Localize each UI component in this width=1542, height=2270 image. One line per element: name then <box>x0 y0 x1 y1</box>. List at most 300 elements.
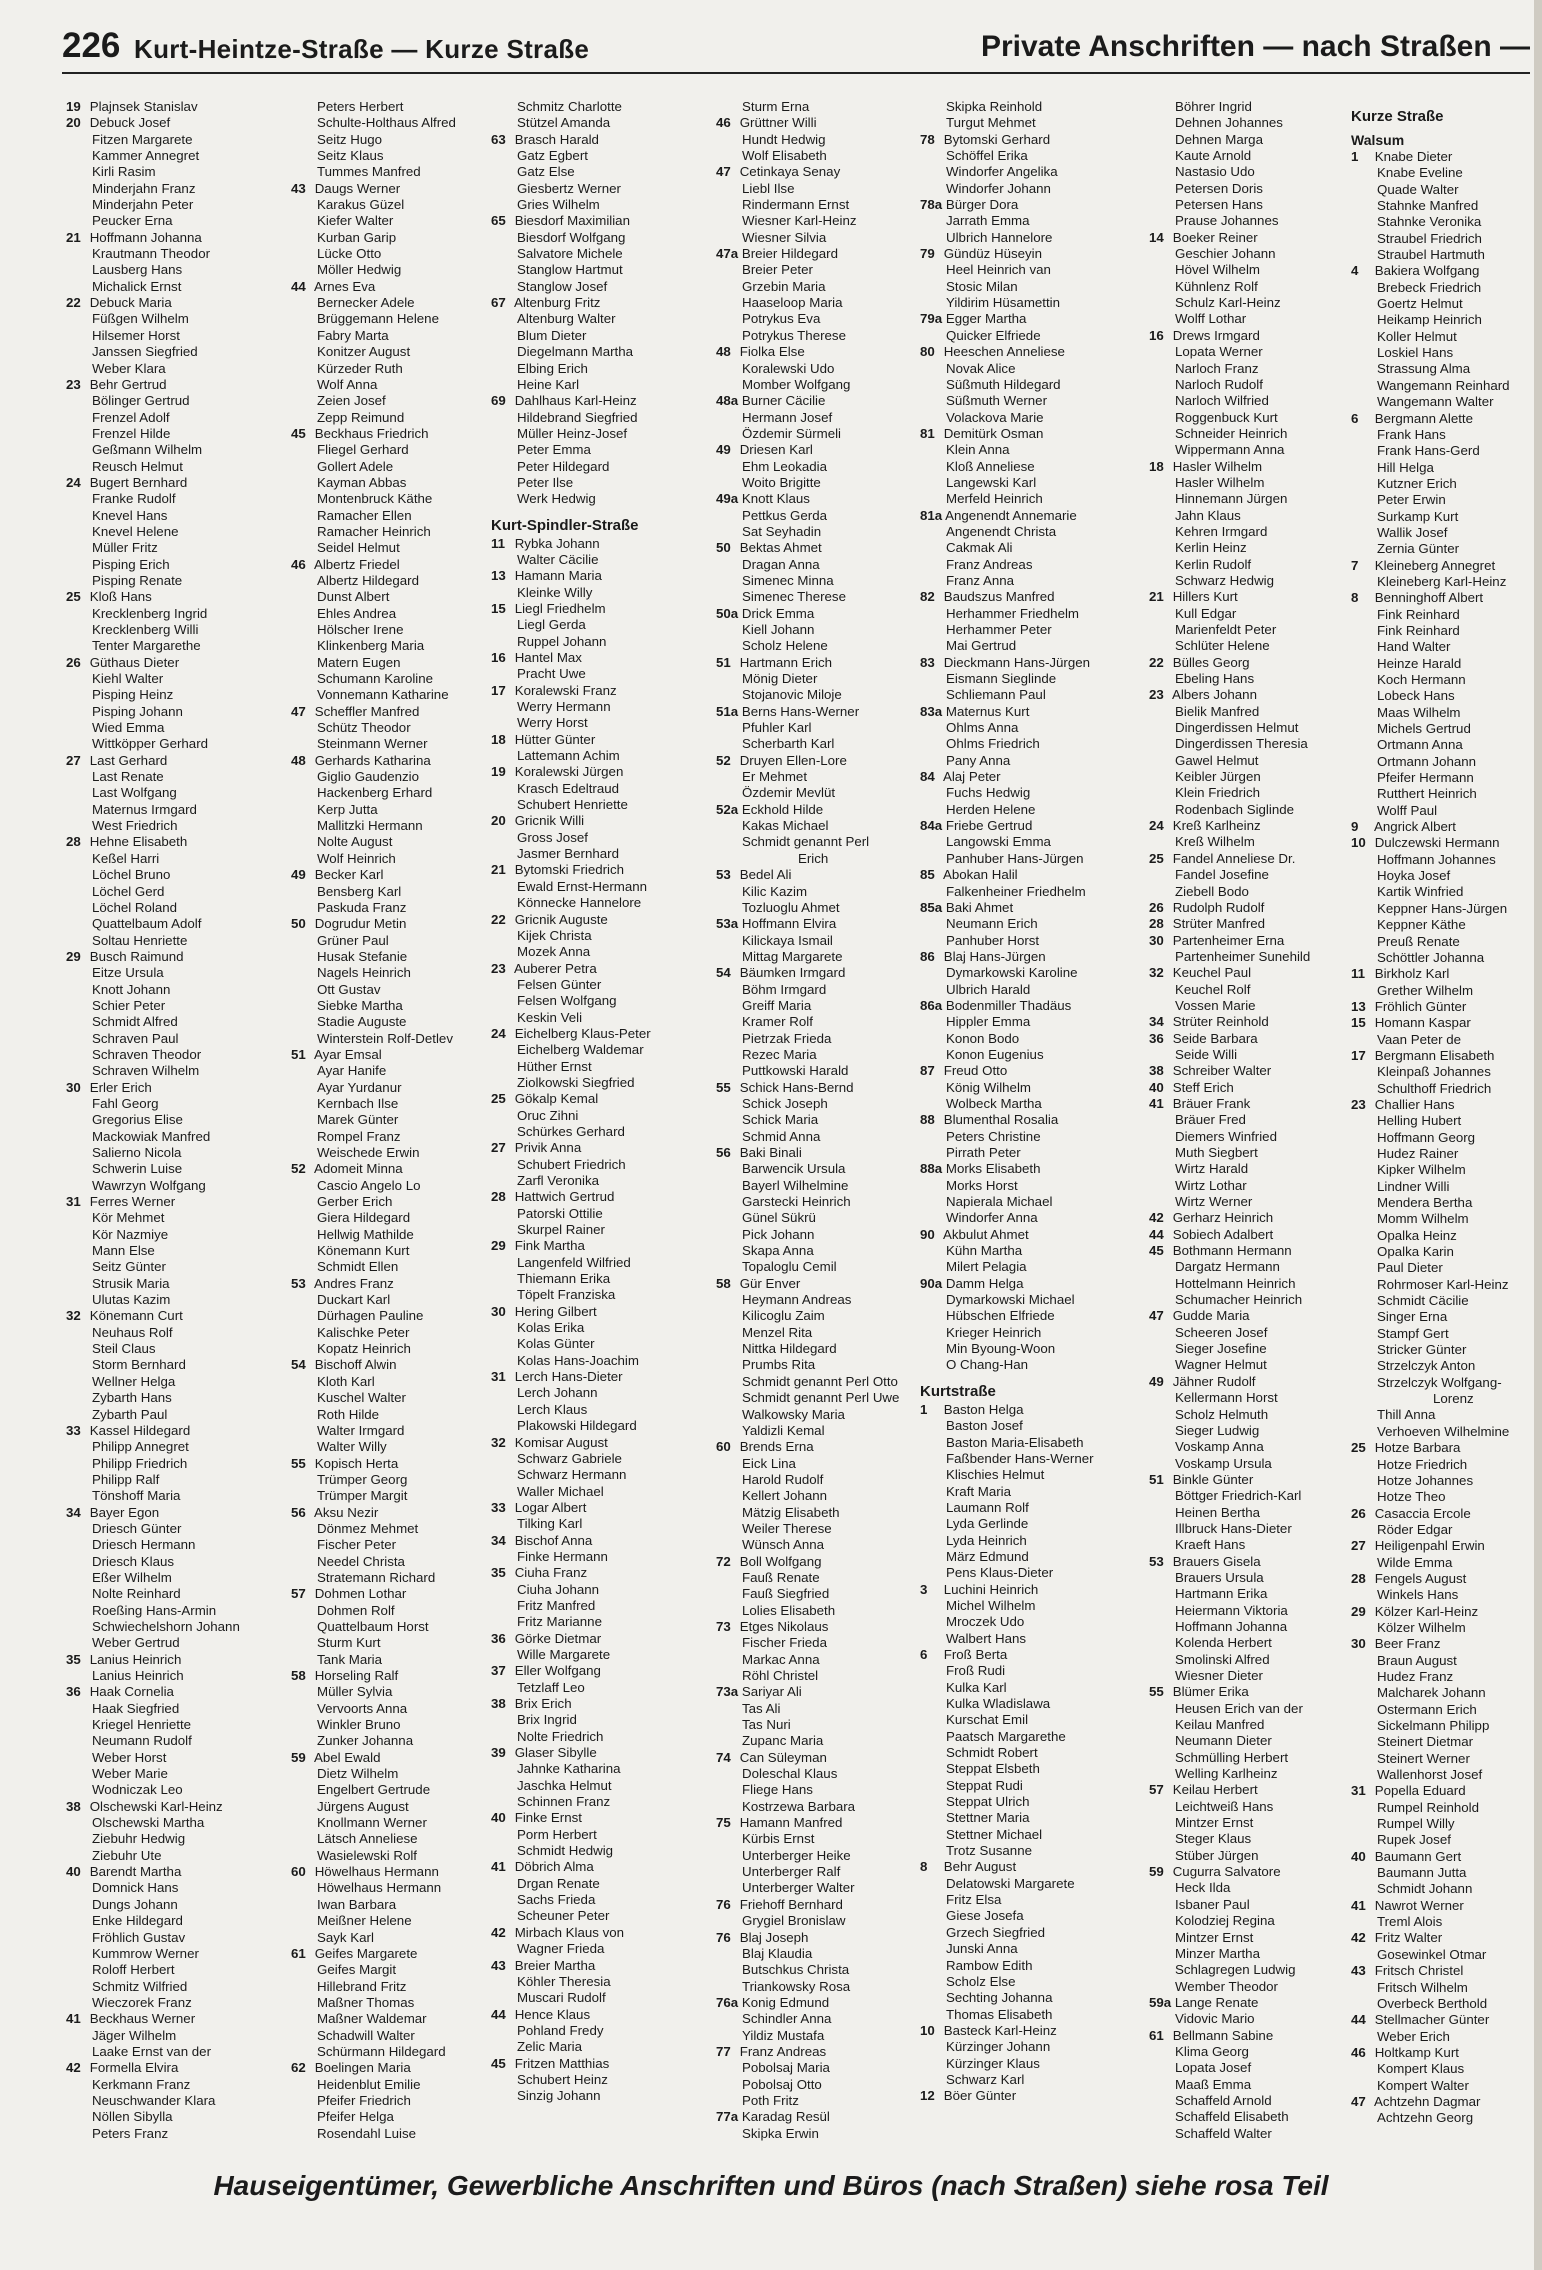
resident-entry: Schulz Karl-Heinz <box>1175 295 1281 311</box>
house-number: 28 <box>1149 916 1164 932</box>
resident-entry: Plakowski Hildegard <box>517 1418 637 1434</box>
resident-entry: Neumann Erich <box>946 916 1038 932</box>
resident-entry: Scholz Else <box>946 1973 1016 1989</box>
resident-entry: Diemers Winfried <box>1175 1128 1277 1144</box>
resident-entry: Windorfer Anna <box>946 1210 1038 1226</box>
house-number: 48 <box>716 344 731 360</box>
resident-entry: Wilde Emma <box>1377 1554 1453 1570</box>
house-number: 24 <box>1149 818 1164 834</box>
resident-entry: Fröhlich Gustav <box>92 1929 186 1945</box>
house-number: 77a <box>716 2109 739 2125</box>
resident-entry: Unterberger Walter <box>742 1880 855 1896</box>
resident-entry: Günel Sükrü <box>742 1210 816 1226</box>
resident-name: Bergmann Elisabeth <box>1371 1047 1495 1063</box>
resident-entry: Grygiel Bronislaw <box>742 1913 846 1929</box>
house-number-entry <box>716 2044 916 2060</box>
resident-entry: Er Mehmet <box>742 769 808 785</box>
resident-name: Challier Hans <box>1371 1096 1455 1112</box>
resident-name: Bothmann Hermann <box>1169 1243 1292 1259</box>
resident-entry: Seide Willi <box>1175 1046 1238 1062</box>
resident-entry: Fritz Manfred <box>517 1597 596 1613</box>
resident-entry: Zupanc Maria <box>742 1733 824 1749</box>
house-number-entry <box>491 1696 691 1712</box>
house-number: 90 <box>920 1226 935 1242</box>
resident-entry: Sturm Erna <box>742 99 810 114</box>
house-number-entry <box>1149 1782 1349 1798</box>
house-number: 79a <box>920 311 943 327</box>
resident-entry: Siebke Martha <box>317 997 403 1013</box>
resident-entry: Faßbender Hans-Werner <box>946 1450 1094 1466</box>
resident-entry: Straubel Hartmuth <box>1377 247 1485 263</box>
resident-entry: Wolf Heinrich <box>317 850 396 866</box>
resident-entry: Knevel Helene <box>92 523 179 539</box>
resident-entry: Schaffeld Walter <box>1175 2125 1272 2141</box>
resident-name: Finke Ernst <box>511 1810 582 1826</box>
resident-entry: Tas Ali <box>742 1700 781 1716</box>
resident-entry: Pirrath Peter <box>946 1145 1021 1160</box>
resident-entry: Dymarkowski Michael <box>946 1292 1075 1308</box>
resident-entry: Michalick Ernst <box>92 278 182 294</box>
resident-name: Kopisch Herta <box>311 1455 399 1471</box>
house-number: 79 <box>920 246 935 262</box>
house-number-entry <box>716 1439 916 1455</box>
house-number-entry <box>920 1063 1120 1079</box>
resident-name: Demitürk Osman <box>940 425 1044 441</box>
house-number-entry <box>491 568 691 584</box>
house-number-entry <box>716 753 916 769</box>
resident-name: Fiolka Else <box>736 344 805 360</box>
footer-note: Hauseigentümer, Gewerbliche Anschriften und Büros (nach Straßen) siehe rosa Teil <box>213 2170 1329 2201</box>
resident-entry: Maternus Irmgard <box>92 801 197 817</box>
resident-entry: Hand Walter <box>1377 639 1451 655</box>
resident-entry: Lopata Werner <box>1175 344 1263 360</box>
resident-entry: Wiesner Dieter <box>1175 1668 1263 1683</box>
resident-entry: Leichtweiß Hans <box>1175 1798 1274 1814</box>
resident-entry: Schlüter Helene <box>1175 638 1270 654</box>
resident-entry: Zybarth Paul <box>92 1406 168 1422</box>
resident-name: Casaccia Ercole <box>1371 1505 1471 1521</box>
resident-entry: Tilking Karl <box>517 1516 583 1532</box>
resident-name: Beckhaus Werner <box>86 2011 196 2027</box>
house-number-entry <box>716 916 916 932</box>
resident-name: Heeschen Anneliese <box>940 344 1065 360</box>
house-number: 83 <box>920 654 935 670</box>
house-number: 53a <box>716 916 739 932</box>
resident-entry: Domnick Hans <box>92 1880 179 1896</box>
resident-entry: Jarrath Emma <box>946 213 1030 229</box>
directory-column-7 <box>1351 99 1536 2144</box>
resident-entry: Rompel Franz <box>317 1128 401 1144</box>
resident-entry: Wodniczak Leo <box>92 1782 183 1798</box>
house-number: 78a <box>920 197 943 213</box>
house-number-entry <box>291 181 491 197</box>
resident-entry: Peters Herbert <box>317 99 404 114</box>
resident-entry: Tozluoglu Ahmet <box>742 899 840 915</box>
resident-entry: Seitz Hugo <box>317 131 383 147</box>
house-number-entry <box>1149 1227 1349 1243</box>
resident-entry: Rambow Edith <box>946 1957 1033 1973</box>
resident-entry: Geifes Margit <box>317 1962 397 1978</box>
resident-entry: Pick Johann <box>742 1226 815 1242</box>
resident-entry: Lattemann Achim <box>517 748 620 764</box>
resident-entry: Lopata Josef <box>1175 2060 1252 2076</box>
resident-entry: Husak Stefanie <box>317 948 408 964</box>
resident-entry: Kompert Klaus <box>1377 2061 1465 2077</box>
house-number: 29 <box>491 1238 506 1254</box>
resident-name: Hoffmann Elvira <box>738 916 837 932</box>
resident-entry: Kiell Johann <box>742 622 815 637</box>
resident-entry: Kleinpaß Johannes <box>1377 1064 1491 1080</box>
house-number-entry <box>920 2088 1120 2104</box>
resident-entry: Könemann Kurt <box>317 1243 410 1259</box>
resident-entry: Lücke Otto <box>317 246 382 262</box>
resident-entry: Fink Reinhard <box>1377 622 1460 638</box>
house-number-entry <box>1351 1636 1536 1652</box>
house-number-entry <box>716 393 916 409</box>
house-number-entry <box>1149 1684 1349 1700</box>
resident-entry: Hermann Josef <box>742 409 833 425</box>
house-number-entry <box>491 393 691 409</box>
house-number: 49 <box>1149 1373 1164 1389</box>
resident-entry: O Chang-Han <box>946 1357 1029 1373</box>
resident-entry: Smolinski Alfred <box>1175 1651 1270 1667</box>
house-number-entry <box>920 867 1120 883</box>
directory-column-5 <box>920 99 1120 2144</box>
resident-entry: Driesch Günter <box>92 1520 182 1536</box>
resident-entry: Konitzer August <box>317 344 411 360</box>
house-number: 76 <box>716 1896 731 1912</box>
resident-entry: Patorski Ottilie <box>517 1205 603 1221</box>
resident-entry: Mintzer Ernst <box>1175 1929 1254 1945</box>
resident-entry: Goertz Helmut <box>1377 296 1463 312</box>
resident-entry: Unterberger Heike <box>742 1847 851 1863</box>
resident-entry: Tummes Manfred <box>317 164 421 180</box>
resident-entry: Froß Rudi <box>946 1663 1006 1679</box>
resident-entry: Kerlin Heinz <box>1175 540 1247 556</box>
resident-name: Lange Renate <box>1171 1994 1259 2010</box>
resident-entry: Kloth Karl <box>317 1373 375 1389</box>
house-number: 13 <box>1351 998 1366 1014</box>
resident-entry: Opalka Heinz <box>1377 1227 1457 1243</box>
resident-entry: Hübschen Elfriede <box>946 1308 1055 1324</box>
resident-entry: Schick Maria <box>742 1112 819 1128</box>
resident-entry: Montenbruck Käthe <box>317 491 433 507</box>
house-number-entry <box>1351 1097 1536 1113</box>
house-number: 41 <box>66 2011 81 2027</box>
resident-entry: Wagner Helmut <box>1175 1357 1267 1373</box>
resident-entry: Voskamp Ursula <box>1175 1455 1272 1471</box>
resident-name: Abokan Halil <box>940 867 1018 883</box>
resident-entry: Zybarth Hans <box>92 1390 172 1406</box>
resident-entry: Skapa Anna <box>742 1243 814 1259</box>
resident-entry: Vidovic Mario <box>1175 2011 1255 2027</box>
house-number: 52 <box>716 752 731 768</box>
resident-entry: Weber Marie <box>92 1766 168 1782</box>
resident-entry: Brix Ingrid <box>517 1712 577 1728</box>
resident-entry: Rohrmoser Karl-Heinz <box>1377 1276 1509 1292</box>
house-number-entry <box>491 650 691 666</box>
resident-entry: Sinzig Johann <box>517 2088 601 2104</box>
house-number: 8 <box>1351 590 1359 606</box>
house-number: 44 <box>1149 1226 1164 1242</box>
resident-entry: Schürmann Hildegard <box>317 2043 446 2059</box>
resident-name: Debuck Josef <box>86 115 171 131</box>
resident-entry: Rumpel Reinhold <box>1377 1799 1479 1815</box>
house-number: 40 <box>66 1864 81 1880</box>
resident-entry: Pracht Uwe <box>517 666 586 682</box>
house-number-entry <box>716 1684 916 1700</box>
resident-entry: Schwarz Hermann <box>517 1467 627 1483</box>
resident-name: Blumenthal Rosalia <box>940 1112 1059 1128</box>
house-number-entry <box>291 704 491 720</box>
house-number-entry <box>1149 916 1349 932</box>
resident-entry: Özdemir Mevlüt <box>742 785 836 801</box>
resident-entry: Nolte Friedrich <box>517 1728 604 1744</box>
resident-entry: Krecklenberg Willi <box>92 622 199 637</box>
house-number: 88a <box>920 1161 943 1177</box>
resident-entry: Quicker Elfriede <box>946 327 1041 343</box>
resident-entry: Walter Willy <box>317 1439 387 1455</box>
resident-entry: Unterberger Ralf <box>742 1864 841 1880</box>
resident-entry: Merfeld Heinrich <box>946 491 1043 507</box>
resident-name: Karadag Resül <box>738 2109 830 2125</box>
resident-entry: Herden Helene <box>946 801 1036 817</box>
resident-entry: Franz Anna <box>946 572 1015 588</box>
resident-entry: Keskin Veli <box>517 1009 583 1025</box>
resident-entry: Kostrzewa Barbara <box>742 1798 856 1814</box>
resident-name: Plajnsek Stanislav <box>86 99 198 114</box>
house-number-entry <box>491 1140 691 1156</box>
house-number: 84a <box>920 818 943 834</box>
resident-entry: Schumann Karoline <box>317 671 434 687</box>
resident-name: Abel Ewald <box>311 1749 381 1765</box>
resident-entry: Kaute Arnold <box>1175 148 1252 164</box>
resident-entry: Kerkmann Franz <box>92 2076 191 2092</box>
resident-entry: Röder Edgar <box>1377 1521 1453 1537</box>
house-number: 57 <box>291 1586 306 1602</box>
resident-entry: Thomas Elisabeth <box>946 2006 1053 2022</box>
house-number-entry <box>491 132 691 148</box>
resident-entry: Neuschwander Klara <box>92 2092 216 2108</box>
house-number-entry <box>1351 966 1536 982</box>
resident-entry: Vervoorts Anna <box>317 1700 408 1716</box>
resident-entry: Klinkenberg Maria <box>317 638 425 654</box>
resident-name: Knott Klaus <box>738 491 810 507</box>
house-number-entry <box>291 1047 491 1063</box>
resident-name: Boelingen Maria <box>311 2060 411 2076</box>
resident-entry: Hillebrand Fritz <box>317 1978 407 1994</box>
resident-entry: Geßmann Wilhelm <box>92 442 203 458</box>
resident-entry: Turgut Mehmet <box>946 115 1036 131</box>
resident-entry: Drgan Renate <box>517 1875 600 1891</box>
street-heading: Kurt-Spindler-Straße <box>491 516 639 534</box>
resident-entry: Fritsch Wilhelm <box>1377 1979 1468 1995</box>
house-number: 48a <box>716 393 739 409</box>
resident-entry: Panhuber Horst <box>946 932 1040 948</box>
resident-entry: Wolff Lothar <box>1175 311 1247 327</box>
resident-name: Eichelberg Klaus-Peter <box>511 1025 651 1041</box>
resident-entry: Jahnke Katharina <box>517 1761 621 1777</box>
resident-entry: Ohlms Friedrich <box>946 736 1040 752</box>
resident-name: Fengels August <box>1371 1570 1467 1586</box>
resident-entry: Gerber Erich <box>317 1194 393 1210</box>
resident-entry: Welling Karlheinz <box>1175 1766 1278 1782</box>
resident-name: Sariyar Ali <box>738 1684 802 1700</box>
resident-entry: Steppat Elsbeth <box>946 1761 1040 1777</box>
house-number-entry <box>291 916 491 932</box>
house-number-entry <box>1149 1063 1349 1079</box>
resident-entry: Ostermann Erich <box>1377 1701 1477 1717</box>
resident-entry: Kerlin Rudolf <box>1175 556 1252 572</box>
resident-entry: Schmülling Herbert <box>1175 1749 1289 1765</box>
resident-entry: Maßner Waldemar <box>317 2011 427 2027</box>
resident-entry: Muscari Rudolf <box>517 1990 606 2006</box>
resident-entry: Heidenblut Emilie <box>317 2076 421 2092</box>
house-number-entry <box>66 1080 266 1096</box>
resident-name: Friebe Gertrud <box>942 818 1033 834</box>
resident-entry: Bayerl Wilhelmine <box>742 1177 849 1193</box>
resident-entry: Philipp Ralf <box>92 1471 160 1487</box>
resident-entry: Schwerin Luise <box>92 1161 183 1177</box>
resident-entry: Zeien Josef <box>317 393 386 409</box>
resident-name: Behr August <box>940 1859 1017 1875</box>
resident-entry: Salvatore Michele <box>517 246 623 262</box>
house-number-entry <box>491 1631 691 1647</box>
resident-entry: Maßner Thomas <box>317 1994 415 2010</box>
resident-entry: Hoffmann Johanna <box>1175 1618 1288 1634</box>
resident-name: Benninghoff Albert <box>1371 590 1484 606</box>
resident-entry: Haak Siegfried <box>92 1700 180 1716</box>
resident-entry-continued: Lorenz <box>1433 1391 1474 1407</box>
resident-name: Fandel Anneliese Dr. <box>1169 850 1296 866</box>
resident-entry: Schmidt genannt Perl <box>742 834 870 850</box>
resident-name: Breier Hildegard <box>738 246 838 262</box>
resident-entry: Fauß Renate <box>742 1569 820 1585</box>
resident-name: Etges Nikolaus <box>736 1618 829 1634</box>
resident-name: Druyen Ellen-Lore <box>736 752 847 768</box>
resident-entry: Minderjahn Peter <box>92 197 194 213</box>
page-edge <box>1534 0 1542 2270</box>
resident-entry: Jaschka Helmut <box>517 1777 612 1793</box>
house-number-entry <box>491 1565 691 1581</box>
resident-entry: Mönig Dieter <box>742 671 818 687</box>
resident-entry: Vossen Marie <box>1175 997 1256 1013</box>
house-number-entry <box>1149 2028 1349 2044</box>
resident-entry: Strusik Maria <box>92 1275 170 1291</box>
resident-entry: Stosic Milan <box>946 278 1018 294</box>
resident-entry: Konon Eugenius <box>946 1046 1044 1062</box>
house-number-entry <box>1351 2045 1536 2061</box>
house-number-entry <box>716 491 916 507</box>
resident-entry: Steppat Ulrich <box>946 1794 1030 1810</box>
house-number: 47 <box>716 164 731 180</box>
resident-entry: Achtzehn Georg <box>1377 2110 1474 2126</box>
house-number-entry <box>1351 1538 1536 1554</box>
house-number: 36 <box>491 1630 506 1646</box>
resident-entry: Kerp Jutta <box>317 801 378 817</box>
house-number-entry <box>491 213 691 229</box>
resident-entry: Schmid Anna <box>742 1128 821 1144</box>
house-number: 40 <box>1149 1079 1164 1095</box>
resident-entry: Ziebell Bodo <box>1175 883 1249 899</box>
resident-entry: Bensberg Karl <box>317 883 402 899</box>
resident-entry: Prause Johannes <box>1175 213 1279 229</box>
resident-entry: Brüggemann Helene <box>317 311 439 327</box>
resident-entry: Ziebuhr Ute <box>92 1847 162 1863</box>
resident-name: Bräuer Frank <box>1169 1095 1251 1111</box>
house-number: 46 <box>291 556 306 572</box>
resident-name: Damm Helga <box>942 1275 1024 1291</box>
resident-entry: Philipp Annegret <box>92 1439 189 1455</box>
resident-name: Gricnik Auguste <box>511 911 608 927</box>
resident-entry: Schumacher Heinrich <box>1175 1292 1303 1308</box>
resident-entry: Yildirim Hüsamettin <box>946 295 1061 311</box>
house-number: 11 <box>1351 966 1366 982</box>
resident-entry: Pobolsaj Otto <box>742 2076 822 2092</box>
resident-entry: Walbert Hans <box>946 1630 1027 1646</box>
resident-entry: Süßmuth Hildegard <box>946 376 1061 392</box>
resident-entry: Zernia Günter <box>1377 541 1460 557</box>
resident-entry: Eitze Ursula <box>92 965 164 981</box>
resident-entry: Keppner Hans-Jürgen <box>1377 900 1508 916</box>
resident-entry: Last Renate <box>92 769 164 785</box>
resident-entry: Schmidt Johann <box>1377 1881 1473 1897</box>
house-number: 62 <box>291 2060 306 2076</box>
resident-name: Luchini Heinrich <box>940 1581 1039 1597</box>
house-number-entry <box>920 998 1120 1014</box>
house-number-entry <box>1149 818 1349 834</box>
resident-entry: Scholz Helmuth <box>1175 1406 1269 1422</box>
resident-entry: Herhammer Friedhelm <box>946 605 1080 621</box>
resident-name: Koralewski Franz <box>511 682 617 698</box>
resident-entry: Ehles Andrea <box>317 605 397 621</box>
resident-name: Egger Martha <box>942 311 1027 327</box>
resident-entry: Tas Nuri <box>742 1717 791 1733</box>
resident-entry: Heymann Andreas <box>742 1292 852 1308</box>
resident-entry: Pettkus Gerda <box>742 507 827 523</box>
resident-entry: Lanius Heinrich <box>92 1668 184 1683</box>
resident-entry: Pobolsaj Maria <box>742 2060 830 2076</box>
resident-name: Gür Enver <box>736 1275 801 1291</box>
resident-entry: Nolte Reinhard <box>92 1586 181 1602</box>
resident-name: Bergmann Alette <box>1371 410 1474 426</box>
resident-entry: Hotze Theo <box>1377 1489 1446 1505</box>
resident-entry: Kiehl Walter <box>92 671 164 687</box>
resident-entry: Dingerdissen Theresia <box>1175 736 1308 752</box>
resident-entry: Pisping Renate <box>92 572 183 588</box>
resident-entry: Seidel Helmut <box>317 540 400 556</box>
resident-entry: Frenzel Hilde <box>92 425 171 441</box>
resident-entry: Cakmak Ali <box>946 540 1013 556</box>
resident-entry: Wasielewski Rolf <box>317 1847 417 1863</box>
resident-entry: Wippermann Anna <box>1175 442 1285 458</box>
resident-name: Busch Raimund <box>86 948 184 964</box>
resident-name: Gündüz Hüseyin <box>940 246 1042 262</box>
resident-name: Auberer Petra <box>511 960 597 976</box>
resident-entry: Narloch Rudolf <box>1175 376 1263 392</box>
house-number: 87 <box>920 1063 935 1079</box>
resident-entry: Süßmuth Werner <box>946 393 1047 409</box>
house-number-entry <box>716 1276 916 1292</box>
house-number: 23 <box>66 376 81 392</box>
resident-entry: Lyda Heinrich <box>946 1532 1027 1548</box>
house-number: 28 <box>491 1189 506 1205</box>
house-number: 21 <box>66 229 81 245</box>
resident-entry: Langowski Emma <box>946 834 1051 850</box>
resident-entry: Opalka Karin <box>1377 1244 1454 1260</box>
resident-entry: Strassung Alma <box>1377 361 1471 377</box>
resident-name: Freud Otto <box>940 1063 1008 1079</box>
